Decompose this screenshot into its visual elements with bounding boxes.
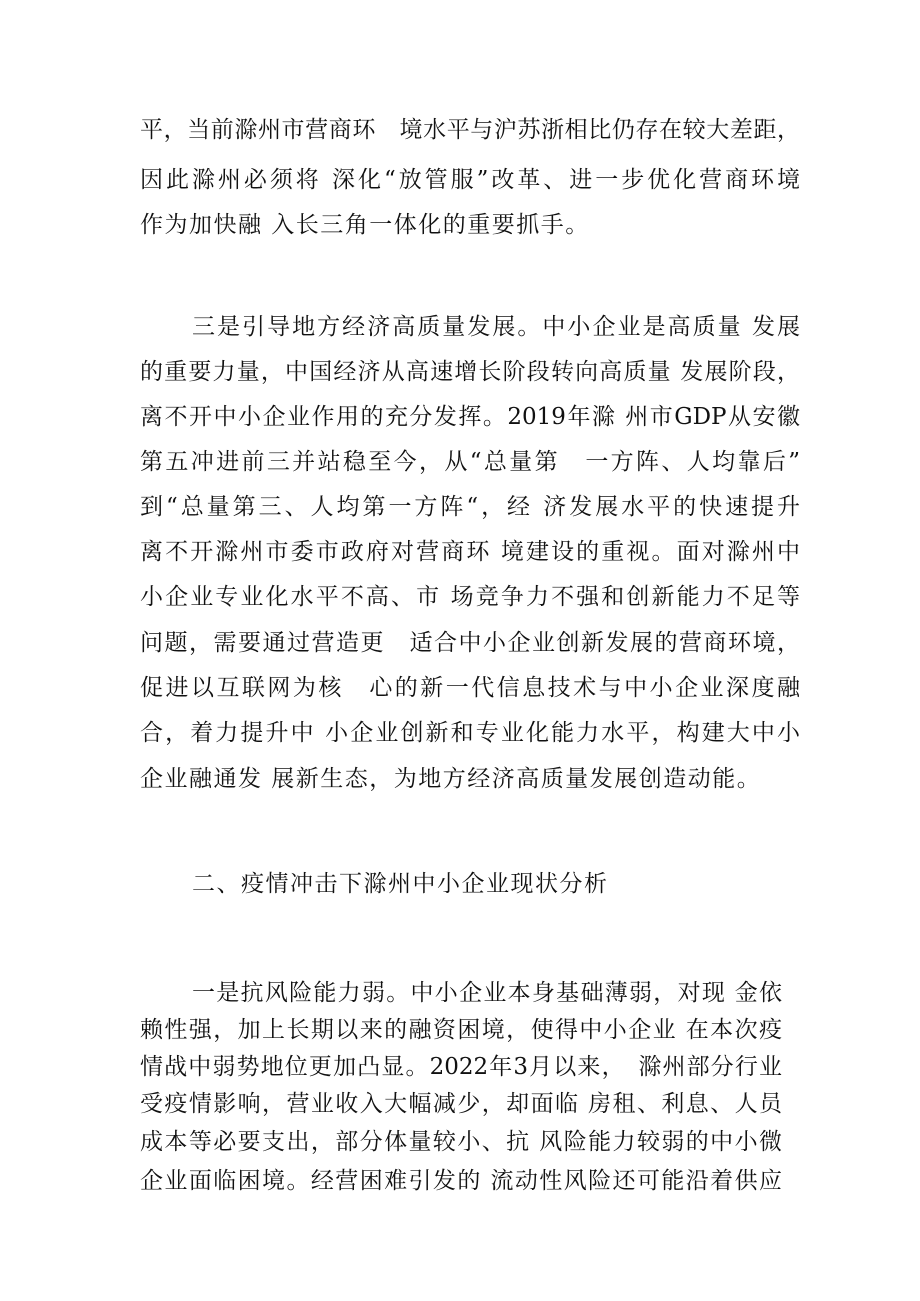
paragraph-line: 三是引导地方经济高质量发展。中小企业是高质量 发展: [192, 314, 800, 340]
paragraph-line: 合，着力提升中 小企业创新和专业化能力水平，构建大中小: [140, 720, 800, 746]
paragraph-line: 平，当前滁州市营商环 境水平与沪苏浙相比仍存在较大差距，: [140, 117, 800, 143]
paragraph-line: 作为加快融 入长三角一体化的重要抓手。: [140, 212, 590, 238]
paragraph-line: 企业面临困境。经营困难引发的 流动性风险还可能沿着供应: [140, 1168, 782, 1194]
paragraph-line: 问题，需要通过营造更 适合中小企业创新发展的营商环境，: [140, 630, 800, 656]
paragraph-line: 小企业专业化水平不高、市 场竞争力不强和创新能力不足等: [140, 584, 800, 610]
paragraph-line: 一是抗风险能力弱。中小企业本身基础薄弱，对现 金依: [192, 980, 782, 1006]
paragraph-line: 受疫情影响，营业收入大幅减少，却面临 房租、利息、人员: [140, 1091, 782, 1117]
paragraph-line: 的重要力量，中国经济从高速增长阶段转向高质量 发展阶段，: [140, 359, 800, 385]
paragraph-line: 赖性强，加上长期以来的融资困境，使得中小企业 在本次疫: [140, 1017, 782, 1043]
paragraph-line: 企业融通发 展新生态，为地方经济高质量发展创造动能。: [140, 766, 762, 792]
paragraph-line: 到“总量第三、人均第一方阵“，经 济发展水平的快速提升: [140, 494, 800, 520]
paragraph-line: 第五冲进前三并站稳至今，从“总量第 一方阵、人均靠后”: [140, 449, 800, 475]
paragraph-line: 离不开滁州市委市政府对营商环 境建设的重视。面对滁州中: [140, 539, 800, 565]
section-heading: 二、疫情冲击下滁州中小企业现状分析: [192, 871, 609, 897]
paragraph-line: 成本等必要支出，部分体量较小、抗 风险能力较弱的中小微: [140, 1129, 782, 1155]
paragraph-line: 情战中弱势地位更加凸显。2022年3月以来， 滁州部分行业: [140, 1054, 782, 1080]
paragraph-line: 离不开中小企业作用的充分发挥。2019年滁 州市GDP从安徽: [140, 404, 800, 430]
paragraph-line: 因此滁州必须将 深化“放管服”改革、进一步优化营商环境: [140, 167, 800, 193]
paragraph-line: 促进以互联网为核 心的新一代信息技术与中小企业深度融: [140, 675, 800, 701]
